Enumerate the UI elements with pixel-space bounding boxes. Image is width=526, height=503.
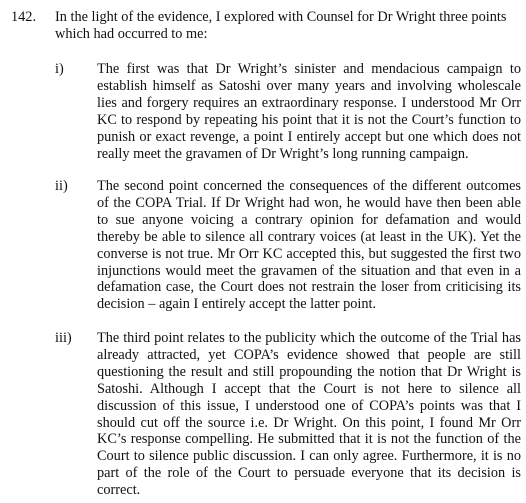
sub-point-label: iii) (55, 330, 72, 346)
sub-point-text: The second point concerned the consequences of the different outcomes of the COPA Trial. If Dr Wright had won, he would have then been able to sue anyone voicing a contrary opinion for defamation and would thereby be able to silence all contrary voices (at least in the UK). Yet the converse is not true. Mr Orr KC accepted this, but suggested the first two injunctions would meet the gravamen of the situation and that even in a defamation case, the Court does not restrain the loser from criticising its decision – again I entirely accept the latter point. (97, 178, 521, 313)
paragraph-number: 142. (11, 9, 37, 25)
sub-point-text: The first was that Dr Wright’s sinister and mendacious campaign to establish himself as Satoshi over many years and involving wholescale lies and forgery requires an extraordinary response. I understood Mr Orr KC to respond by repeating his point that it is not the Court’s function to punish or exact revenge, a point I entirely accept but one which does not really meet the gravamen of Dr Wright’s long running campaign. (97, 61, 521, 162)
sub-point-label: ii) (55, 178, 68, 194)
paragraph-intro: In the light of the evidence, I explored with Counsel for Dr Wright three points which had occurred to me: (55, 9, 507, 42)
sub-point-text: The third point relates to the publicity which the outcome of the Trial has already attracted, yet COPA’s evidence showed that people are still questioning the result and still propounding the notion that Dr Wright is Satoshi. Although I accept that the Court is not here to silence all discussion of this issue, I understood one of COPA’s points was that I should cut off the source i.e. Dr Wright. On this point, I found Mr Orr KC’s response compelling. He submitted that it is not the function of the Court to silence public discussion. I can only agree. Furthermore, it is no part of the role of the Court to persuade everyone that its decision is correct. (97, 330, 521, 499)
sub-point-label: i) (55, 61, 64, 77)
